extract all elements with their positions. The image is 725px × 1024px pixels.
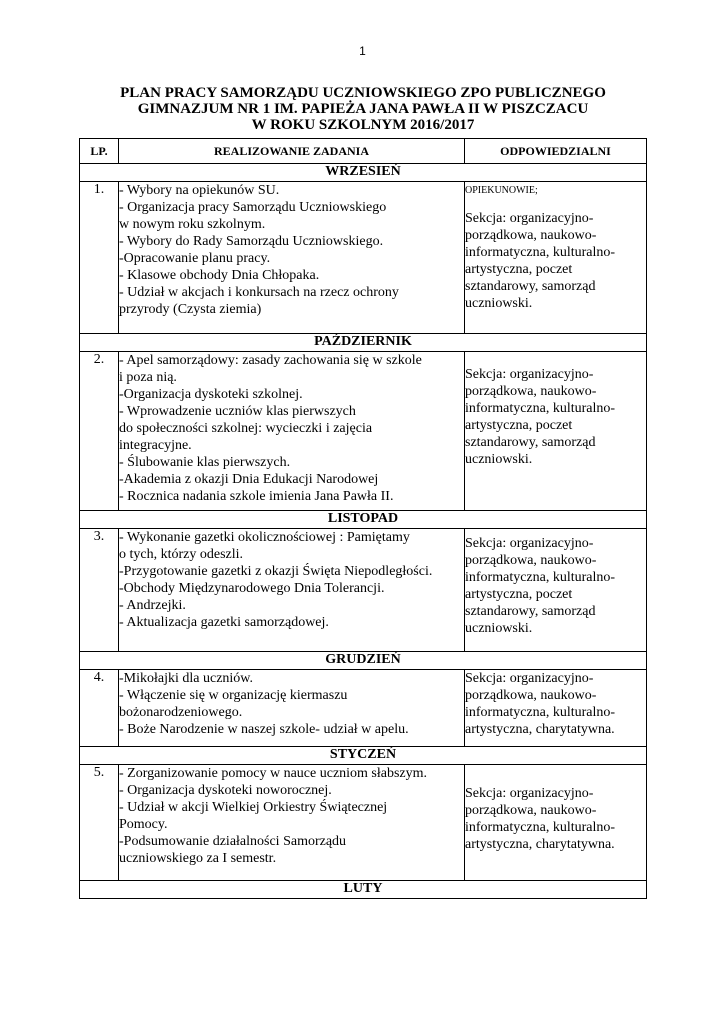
- table-header-row: [80, 139, 647, 164]
- responsible-line: artystyczna, poczet: [465, 587, 573, 602]
- month-row: [80, 334, 647, 352]
- task-line: - Andrzejki.: [119, 598, 186, 613]
- task-line: - Boże Narodzenie w naszej szkole- udział w apelu.: [119, 722, 409, 737]
- task-line: i poza nią.: [119, 370, 177, 385]
- task-line: -Obchody Międzynarodowego Dnia Tolerancji.: [119, 581, 385, 596]
- task-line: -Podsumowanie działalności Samorządu: [119, 834, 347, 849]
- row-number: 2.: [80, 352, 119, 511]
- tasks-cell: [119, 670, 465, 747]
- task-line: - Aktualizacja gazetki samorządowej.: [119, 615, 329, 630]
- title-line-2: GIMNAZJUM NR 1 IM. PAPIEŻA JANA PAWŁA II W PISZCZACU: [137, 101, 589, 117]
- responsible-cell: [465, 352, 647, 511]
- responsible-line: porządkowa, naukowo-: [465, 688, 597, 703]
- task-line: -Opracowanie planu pracy.: [119, 251, 271, 266]
- responsible-line: porządkowa, naukowo-: [465, 384, 597, 399]
- task-line: - Udział w akcjach i konkursach na rzecz ochrony: [119, 285, 399, 300]
- task-line: - Organizacja dyskoteki noworocznej.: [119, 783, 332, 798]
- responsible-cell: [465, 765, 647, 881]
- task-line: - Wprowadzenie uczniów klas pierwszych: [119, 404, 356, 419]
- header-responsible: ODPOWIEDZIALNI: [465, 139, 647, 164]
- task-line: - Włączenie się w organizację kiermaszu: [119, 688, 348, 703]
- month-row: [80, 747, 647, 765]
- document-title: [80, 85, 646, 133]
- plan-table-body: [80, 164, 647, 899]
- responsible-cell: [465, 182, 647, 334]
- responsible-line: sztandarowy, samorząd: [465, 604, 596, 619]
- month-label: GRUDZIEŃ: [80, 652, 647, 670]
- responsible-line: Sekcja: organizacyjno-: [465, 211, 594, 226]
- responsible-line: artystyczna, charytatywna.: [465, 722, 615, 737]
- task-line: -Akademia z okazji Dnia Edukacji Narodowej: [119, 472, 379, 487]
- month-label: STYCZEŃ: [80, 747, 647, 765]
- task-line: -Organizacja dyskoteki szkolnej.: [119, 387, 303, 402]
- responsible-line: uczniowski.: [465, 452, 533, 467]
- responsible-line: Sekcja: organizacyjno-: [465, 367, 594, 382]
- responsible-line: porządkowa, naukowo-: [465, 228, 597, 243]
- table-row: [80, 670, 647, 747]
- task-line: - Wykonanie gazetki okolicznościowej : Pamiętamy: [119, 530, 410, 545]
- task-line: uczniowskiego za I semestr.: [119, 851, 277, 866]
- month-row: [80, 881, 647, 899]
- page-number: 1: [359, 44, 366, 58]
- task-line: w nowym roku szkolnym.: [119, 217, 266, 232]
- responsible-line: uczniowski.: [465, 296, 533, 311]
- responsible-line: porządkowa, naukowo-: [465, 553, 597, 568]
- task-line: bożonarodzeniowego.: [119, 705, 243, 720]
- month-row: [80, 164, 647, 182]
- tasks-cell: [119, 352, 465, 511]
- title-line-3: W ROKU SZKOLNYM 2016/2017: [251, 117, 475, 133]
- row-number: 5.: [80, 765, 119, 881]
- responsible-line: Sekcja: organizacyjno-: [465, 785, 594, 801]
- responsible-line: informatyczna, kulturalno-: [465, 401, 616, 416]
- table-row: [80, 352, 647, 511]
- task-line: - Apel samorządowy: zasady zachowania się w szkole: [119, 353, 422, 368]
- task-line: przyrody (Czysta ziemia): [119, 302, 262, 317]
- responsible-line: Sekcja: organizacyjno-: [465, 671, 594, 686]
- task-line: - Organizacja pracy Samorządu Uczniowskiego: [119, 200, 387, 215]
- task-line: - Klasowe obchody Dnia Chłopaka.: [119, 268, 320, 283]
- table-row: [80, 765, 647, 881]
- task-line: - Ślubowanie klas pierwszych.: [119, 455, 291, 470]
- table-row: [80, 529, 647, 652]
- plan-table: [79, 138, 647, 899]
- task-line: -Przygotowanie gazetki z okazji Święta Niepodległości.: [119, 564, 433, 579]
- responsible-line: informatyczna, kulturalno-: [465, 819, 616, 835]
- responsible-line: Sekcja: organizacyjno-: [465, 536, 594, 551]
- month-label: WRZESIEŃ: [80, 164, 647, 182]
- header-tasks: REALIZOWANIE ZADANIA: [119, 139, 465, 164]
- task-line: - Udział w akcji Wielkiej Orkiestry Świątecznej: [119, 800, 388, 815]
- responsible-line: informatyczna, kulturalno-: [465, 245, 616, 260]
- task-line: -Mikołajki dla uczniów.: [119, 671, 254, 686]
- responsible-line: porządkowa, naukowo-: [465, 802, 597, 818]
- responsible-caregivers: OPIEKUNOWIE;: [465, 185, 538, 196]
- month-label: LUTY: [80, 881, 647, 899]
- task-line: - Zorganizowanie pomocy w nauce uczniom słabszym.: [119, 766, 428, 781]
- responsible-cell: [465, 529, 647, 652]
- month-label: PAŹDZIERNIK: [80, 334, 647, 352]
- tasks-cell: [119, 182, 465, 334]
- task-line: - Wybory na opiekunów SU.: [119, 183, 280, 198]
- task-line: Pomocy.: [119, 817, 168, 832]
- task-line: o tych, którzy odeszli.: [119, 547, 244, 562]
- table-row: [80, 182, 647, 334]
- responsible-line: informatyczna, kulturalno-: [465, 705, 616, 720]
- row-number: 1.: [80, 182, 119, 334]
- responsible-line: artystyczna, poczet: [465, 418, 573, 433]
- month-label: LISTOPAD: [80, 511, 647, 529]
- responsible-line: sztandarowy, samorząd: [465, 435, 596, 450]
- responsible-line: artystyczna, poczet: [465, 262, 573, 277]
- row-number: 4.: [80, 670, 119, 747]
- month-row: [80, 652, 647, 670]
- row-number: 3.: [80, 529, 119, 652]
- tasks-cell: [119, 765, 465, 881]
- task-line: - Rocznica nadania szkole imienia Jana Pawła II.: [119, 489, 394, 504]
- header-lp: LP.: [80, 139, 119, 164]
- responsible-line: informatyczna, kulturalno-: [465, 570, 616, 585]
- task-line: integracyjne.: [119, 438, 192, 453]
- responsible-line: artystyczna, charytatywna.: [465, 836, 615, 852]
- task-line: do społeczności szkolnej: wycieczki i zajęcia: [119, 421, 373, 436]
- tasks-cell: [119, 529, 465, 652]
- responsible-line: sztandarowy, samorząd: [465, 279, 596, 294]
- title-line-1: PLAN PRACY SAMORZĄDU UCZNIOWSKIEGO ZPO PUBLICZNEGO: [120, 85, 606, 101]
- responsible-line: uczniowski.: [465, 621, 533, 636]
- task-line: - Wybory do Rady Samorządu Uczniowskiego.: [119, 234, 384, 249]
- responsible-cell: [465, 670, 647, 747]
- month-row: [80, 511, 647, 529]
